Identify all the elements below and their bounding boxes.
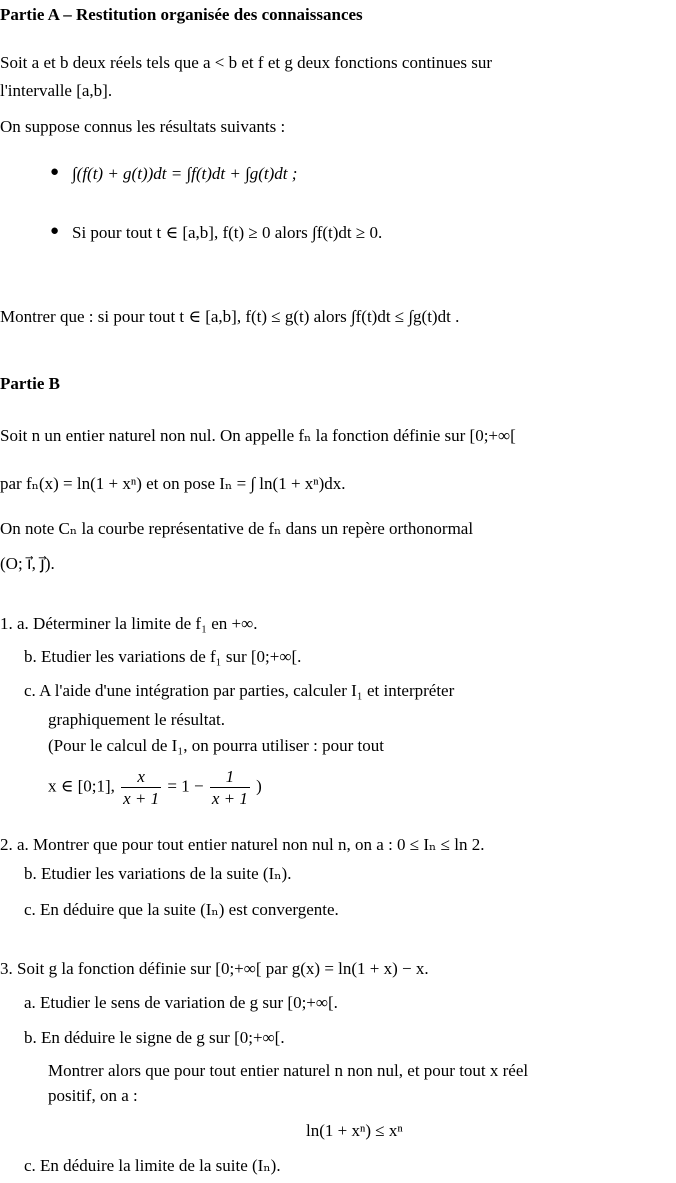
part-a-intro-line1: Soit a et b deux réels tels que a < b et f et g deux fonctions continues sur (0, 53, 493, 72)
known-result-2: Si pour tout t ∈ [a,b], f(t) ≥ 0 alors ∫f(t)dt ≥ 0. (72, 223, 383, 242)
question-3a: a. Etudier le sens de variation de g sur [0;+∞[. (24, 993, 338, 1012)
question-1c-line1: c. A l'aide d'une intégration par parties, calculer I₁ et interpréter (24, 681, 455, 700)
question-3b-line2: Montrer alors que pour tout entier naturel n non nul, et pour tout x réel (48, 1061, 529, 1080)
part-b-intro-line1: Soit n un entier naturel non nul. On appelle fₙ la fonction définie sur [0;+∞[ (0, 426, 516, 445)
part-a-task: Montrer que : si pour tout t ∈ [a,b], f(t) ≤ g(t) alors ∫f(t)dt ≤ ∫g(t)dt . (0, 307, 460, 326)
question-1c-line2: graphiquement le résultat. (48, 710, 226, 729)
question-3b-inequality: ln(1 + xⁿ) ≤ xⁿ (306, 1121, 403, 1140)
question-3b-line3: positif, on a : (48, 1086, 138, 1105)
part-b-intro-line3: On note Cₙ la courbe représentative de fₙ dans un repère orthonormal (0, 519, 474, 538)
part-a-suppose: On suppose connus les résultats suivants : (0, 117, 286, 136)
question-3b: b. En déduire le signe de g sur [0;+∞[. (24, 1028, 285, 1047)
question-2a: 2. a. Montrer que pour tout entier naturel non nul n, on a : 0 ≤ Iₙ ≤ ln 2. (0, 835, 485, 854)
question-3c: c. En déduire la limite de la suite (Iₙ). (24, 1156, 281, 1175)
question-2c: c. En déduire que la suite (Iₙ) est convergente. (24, 900, 339, 919)
part-b-intro-line4: (O; i⃗, j⃗). (0, 554, 55, 573)
part-a-intro-line2: l'intervalle [a,b]. (0, 81, 113, 100)
known-result-1: ∫(f(t) + g(t))dt = ∫f(t)dt + ∫g(t)dt ; (72, 164, 298, 183)
bullet-icon: ● (50, 223, 60, 239)
hint-fraction-left: $\frac{x}{x + 1}$ (123, 767, 160, 809)
question-1c-line3: (Pour le calcul de I₁, on pourra utiliser : pour tout (48, 736, 384, 755)
question-2b: b. Etudier les variations de la suite (Iₙ). (24, 864, 292, 883)
question-1c-hint: x ∈ [0;1], $\frac{x}{x + 1}$ = 1 − $\frac{1}{x + 1}$ ) (48, 767, 262, 809)
question-1b: b. Etudier les variations de f₁ sur [0;+∞[. (24, 647, 302, 666)
part-a-title: Partie A – Restitution organisée des connaissances (0, 5, 363, 24)
hint-fraction-right: $\frac{1}{x + 1}$ (211, 767, 248, 809)
bullet-icon: ● (50, 164, 60, 180)
hint-close-paren: ) (256, 776, 262, 796)
question-1a: 1. a. Déterminer la limite de f₁ en +∞. (0, 614, 258, 633)
part-b-title: Partie B (0, 374, 60, 393)
question-3: 3. Soit g la fonction définie sur [0;+∞[ par g(x) = ln(1 + x) − x. (0, 959, 429, 978)
part-b-intro-line2: par fₙ(x) = ln(1 + xⁿ) et on pose Iₙ = ∫ ln(1 + xⁿ)dx. (0, 474, 346, 493)
hint-interval: x ∈ [0;1], (48, 776, 115, 796)
